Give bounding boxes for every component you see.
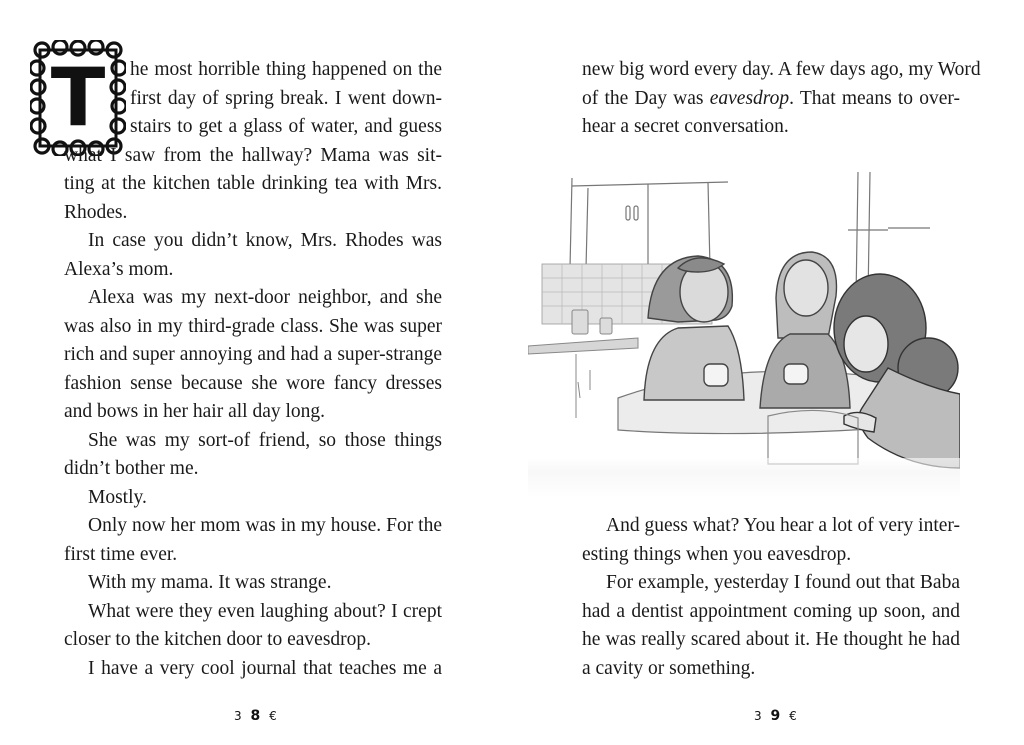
drop-cap <box>30 40 126 156</box>
text-line <box>582 56 981 84</box>
kitchen-illustration <box>528 168 960 498</box>
text-line: rich and super annoying and had a super-strange <box>64 344 442 365</box>
text-line: Alexa’s mom. <box>64 259 174 280</box>
text-line: I have a very cool journal that teaches me a <box>88 658 442 679</box>
text-line <box>582 113 789 141</box>
text-run: hear a secret conversation. <box>582 116 789 137</box>
page-number: 8 <box>250 708 263 724</box>
italic-word: eavesdrop <box>709 88 790 109</box>
text-line: fashion sense because she wore fancy dresses <box>64 373 442 394</box>
text-line: had a dentist appointment coming up soon, and <box>582 601 960 622</box>
text-line: What were they even laughing about? I crept <box>88 601 442 622</box>
text-line: first day of spring break. I went down- <box>130 88 442 109</box>
text-line: With my mama. It was strange. <box>88 572 332 593</box>
text-line: And guess what? You hear a lot of very inter- <box>606 515 960 536</box>
text-run: . That means to over- <box>789 88 960 109</box>
text-line: was also in my third-grade class. She was super <box>64 316 442 337</box>
folio-ornament: € <box>789 709 799 723</box>
text-line: stairs to get a glass of water, and guess <box>130 116 442 137</box>
text-line: For example, yesterday I found out that Baba <box>606 572 960 593</box>
folio-ornament: 3 <box>754 709 764 723</box>
text-line: didn’t bother me. <box>64 458 199 479</box>
folio-ornament: € <box>269 709 279 723</box>
text-line: and bows in her hair all day long. <box>64 401 326 422</box>
text-line: Alexa was my next-door neighbor, and she <box>88 287 442 308</box>
text-line: Mostly. <box>88 487 147 508</box>
page-number-left <box>234 708 279 724</box>
text-line: a cavity or something. <box>582 658 756 679</box>
text-line: he was really scared about it. He thought he had <box>582 629 960 650</box>
folio-ornament: 3 <box>234 709 244 723</box>
text-line: what I saw from the hallway? Mama was sit- <box>64 145 442 166</box>
text-line: She was my sort-of friend, so those things <box>88 430 442 451</box>
page-number-right <box>754 708 799 724</box>
text-run: new big word every day. A few days ago, my Word <box>582 59 981 80</box>
text-run: of the Day was <box>582 88 710 109</box>
text-line: Only now her mom was in my house. For the <box>88 515 442 536</box>
text-line: esting things when you eavesdrop. <box>582 544 852 565</box>
page-number: 9 <box>770 708 783 724</box>
text-line: closer to the kitchen door to eavesdrop. <box>64 629 372 650</box>
drop-cap-letter: T <box>50 51 106 144</box>
text-line: he most horrible thing happened on the <box>130 59 442 80</box>
text-line <box>582 85 960 113</box>
text-line: Rhodes. <box>64 202 128 223</box>
text-line: ting at the kitchen table drinking tea with Mrs. <box>64 173 442 194</box>
illustration-art <box>528 168 960 498</box>
text-line: first time ever. <box>64 544 178 565</box>
text-line: In case you didn’t know, Mrs. Rhodes was <box>88 230 442 251</box>
